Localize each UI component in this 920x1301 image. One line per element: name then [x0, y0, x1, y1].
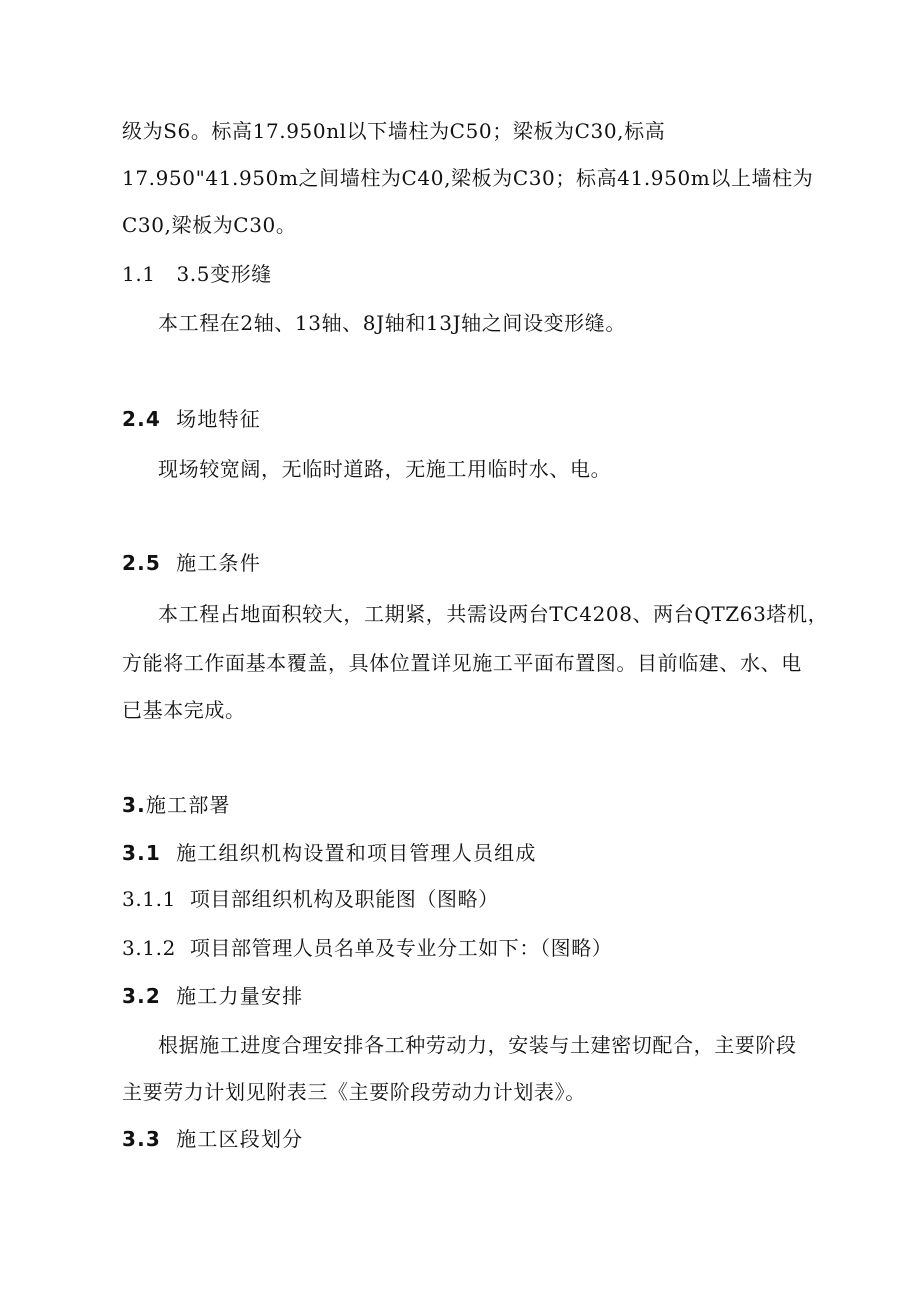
section-heading-3-3	[122, 1126, 303, 1152]
section-number: 3.1.2	[122, 936, 176, 960]
section-heading-2-5	[122, 550, 261, 576]
section-number: 3.3	[122, 1127, 162, 1151]
section-title: 项目部组织机构及职能图（图略）	[189, 887, 499, 911]
section-number: 1.1	[122, 262, 156, 286]
paragraph-line: 17.950"41.950m之间墙柱为C40,梁板为C30；标高41.950m以上墙柱为	[122, 166, 814, 190]
section-title: 施工组织机构设置和项目管理人员组成	[176, 841, 537, 865]
paragraph-line: 主要劳力计划见附表三《主要阶段劳动力计划表》。	[122, 1080, 586, 1104]
section-number: 2.5	[122, 551, 162, 575]
section-title: 3.5变形缝	[176, 262, 272, 286]
section-heading-3-2	[122, 983, 303, 1009]
section-heading-3-1-2	[122, 935, 612, 961]
section-title: 施工条件	[176, 551, 261, 575]
paragraph-line: C30,梁板为C30。	[122, 213, 297, 237]
section-number: 3.1.1	[122, 887, 176, 911]
paragraph-line: 方能将工作面基本覆盖，具体位置详见施工平面布置图。目前临建、水、电	[122, 651, 802, 675]
section-title: 项目部管理人员名单及专业分工如下：（图略）	[189, 936, 613, 960]
section-title: 施工力量安排	[176, 984, 304, 1008]
section-heading-3-1-1	[122, 886, 499, 912]
section-heading-3-1	[122, 840, 537, 866]
section-heading-2-4	[122, 406, 261, 432]
paragraph-line: 本工程在2轴、13轴、8J轴和13J轴之间设变形缝。	[158, 311, 626, 335]
section-number: 2.4	[122, 407, 162, 431]
paragraph-line: 已基本完成。	[122, 698, 246, 722]
section-number: 3.2	[122, 984, 162, 1008]
paragraph-line: 现场较宽阔，无临时道路，无施工用临时水、电。	[158, 457, 612, 481]
paragraph-line: 根据施工进度合理安排各工种劳动力，安装与土建密切配合，主要阶段	[158, 1033, 797, 1057]
paragraph-line: 级为S6。标高17.950nl以下墙柱为C50；梁板为C30,标高	[122, 119, 666, 143]
section-title: 场地特征	[176, 407, 261, 431]
section-heading-3	[122, 792, 231, 818]
paragraph-line: 本工程占地面积较大，工期紧，共需设两台TC4208、两台QTZ63塔机，	[158, 602, 829, 626]
section-heading-1-1	[122, 261, 272, 287]
section-number: 3.	[122, 793, 146, 817]
section-title: 施工部署	[145, 793, 231, 817]
section-title: 施工区段划分	[176, 1127, 304, 1151]
section-number: 3.1	[122, 841, 162, 865]
